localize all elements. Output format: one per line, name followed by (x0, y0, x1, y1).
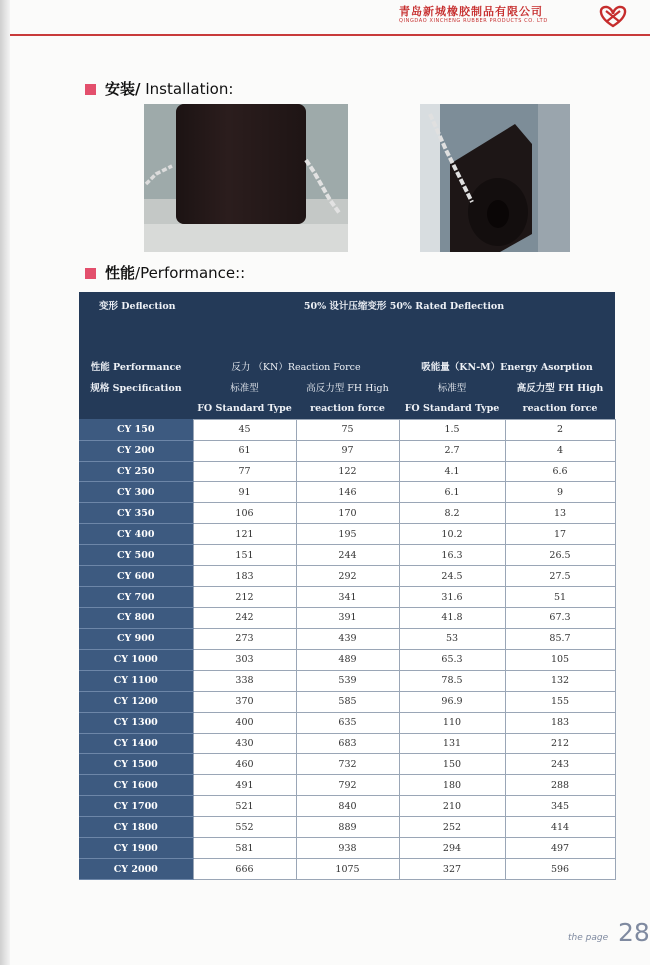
section-bullet (85, 268, 96, 279)
page-label: the page (568, 933, 609, 943)
ea-standard-cell: 31.6 (399, 587, 505, 608)
table-row (79, 838, 615, 859)
rf-high-cell: 146 (296, 482, 399, 503)
specification-header-row (79, 376, 615, 398)
page-number: 28 (618, 918, 650, 947)
table-row (79, 524, 615, 545)
rf-standard-header-en: FO Standard Type (193, 398, 296, 419)
rf-standard-cell: 121 (193, 524, 296, 545)
rf-standard-header-cn: 标准型 (193, 376, 296, 398)
ea-high-cell: 17 (505, 524, 615, 545)
type-header-row (79, 398, 615, 419)
ea-high-cell: 155 (505, 691, 615, 712)
installation-photo-chain-view (420, 104, 570, 252)
spec-cell: CY 600 (79, 566, 193, 587)
ea-standard-cell: 2.7 (399, 440, 505, 461)
rf-standard-cell: 338 (193, 670, 296, 691)
spec-cell: CY 1600 (79, 775, 193, 796)
rf-high-cell: 1075 (296, 859, 399, 880)
rf-standard-cell: 400 (193, 712, 296, 733)
rf-standard-cell: 521 (193, 796, 296, 817)
performance-table (79, 292, 616, 880)
ea-high-cell: 26.5 (505, 545, 615, 566)
rf-standard-cell: 242 (193, 607, 296, 628)
ea-standard-cell: 4.1 (399, 461, 505, 482)
installation-heading (85, 78, 233, 99)
table-row (79, 440, 615, 461)
ea-high-cell: 183 (505, 712, 615, 733)
spec-cell: CY 1500 (79, 754, 193, 775)
rf-high-cell: 244 (296, 545, 399, 566)
ea-standard-header-cn: 标准型 (399, 376, 505, 398)
rf-high-cell: 341 (296, 587, 399, 608)
rf-standard-cell: 273 (193, 628, 296, 649)
ea-high-cell: 85.7 (505, 628, 615, 649)
rf-high-cell: 122 (296, 461, 399, 482)
type-header-spacer (79, 398, 193, 419)
rf-high-header-en: reaction force (296, 398, 399, 419)
table-row (79, 796, 615, 817)
performance-heading-cn: 性能 (105, 264, 136, 282)
rf-high-cell: 170 (296, 503, 399, 524)
table-row (79, 691, 615, 712)
ea-standard-cell: 53 (399, 628, 505, 649)
spec-cell: CY 1700 (79, 796, 193, 817)
performance-header-row (79, 356, 615, 376)
ea-high-cell: 288 (505, 775, 615, 796)
spec-cell: CY 1300 (79, 712, 193, 733)
rf-high-cell: 889 (296, 817, 399, 838)
table-row (79, 419, 615, 440)
table-row (79, 461, 615, 482)
table-row (79, 545, 615, 566)
ea-standard-cell: 8.2 (399, 503, 505, 524)
spec-cell: CY 2000 (79, 859, 193, 880)
header-divider (10, 34, 650, 36)
spec-cell: CY 1000 (79, 649, 193, 670)
spec-cell: CY 1200 (79, 691, 193, 712)
rf-high-cell: 840 (296, 796, 399, 817)
rf-standard-cell: 303 (193, 649, 296, 670)
ea-high-header-cn: 高反力型 FH High (505, 376, 615, 398)
ea-standard-cell: 1.5 (399, 419, 505, 440)
spec-cell: CY 1100 (79, 670, 193, 691)
rf-standard-cell: 151 (193, 545, 296, 566)
deflection-label: 变形 Deflection (79, 292, 193, 356)
ea-standard-cell: 10.2 (399, 524, 505, 545)
ea-standard-cell: 6.1 (399, 482, 505, 503)
rf-high-cell: 732 (296, 754, 399, 775)
table-row (79, 628, 615, 649)
performance-heading (85, 262, 245, 283)
rf-high-cell: 292 (296, 566, 399, 587)
spec-cell: CY 400 (79, 524, 193, 545)
ea-high-cell: 212 (505, 733, 615, 754)
ea-high-cell: 27.5 (505, 566, 615, 587)
rf-high-cell: 938 (296, 838, 399, 859)
rf-standard-cell: 77 (193, 461, 296, 482)
ea-standard-header-en: FO Standard Type (399, 398, 505, 419)
company-name-cn: 青岛新城橡胶制品有限公司 (399, 5, 543, 18)
ea-standard-cell: 210 (399, 796, 505, 817)
rf-standard-cell: 666 (193, 859, 296, 880)
rf-standard-cell: 45 (193, 419, 296, 440)
table-row (79, 649, 615, 670)
company-logo-icon (593, 3, 633, 29)
rf-high-cell: 489 (296, 649, 399, 670)
table-row (79, 566, 615, 587)
performance-heading-en: /Performance:: (135, 264, 246, 282)
spec-cell: CY 800 (79, 607, 193, 628)
ea-high-cell: 2 (505, 419, 615, 440)
ea-standard-cell: 110 (399, 712, 505, 733)
ea-high-header-en: reaction force (505, 398, 615, 419)
table-row (79, 859, 615, 880)
ea-high-cell: 13 (505, 503, 615, 524)
spec-cell: CY 1400 (79, 733, 193, 754)
table-row (79, 775, 615, 796)
spec-cell: CY 900 (79, 628, 193, 649)
performance-label: 性能 Performance (79, 356, 193, 376)
ea-standard-cell: 131 (399, 733, 505, 754)
rf-high-cell: 683 (296, 733, 399, 754)
rf-standard-cell: 61 (193, 440, 296, 461)
table-row (79, 670, 615, 691)
rf-high-cell: 97 (296, 440, 399, 461)
rf-high-cell: 539 (296, 670, 399, 691)
rf-standard-cell: 91 (193, 482, 296, 503)
ea-standard-cell: 41.8 (399, 607, 505, 628)
table-row (79, 607, 615, 628)
ea-high-cell: 243 (505, 754, 615, 775)
spec-cell: CY 1800 (79, 817, 193, 838)
ea-high-cell: 4 (505, 440, 615, 461)
table-row (79, 712, 615, 733)
table-row (79, 754, 615, 775)
reaction-force-header: 反力 （KN）Reaction Force (193, 356, 399, 376)
ea-standard-cell: 150 (399, 754, 505, 775)
spec-cell: CY 350 (79, 503, 193, 524)
rf-standard-cell: 183 (193, 566, 296, 587)
spec-cell: CY 700 (79, 587, 193, 608)
ea-high-cell: 497 (505, 838, 615, 859)
rf-standard-cell: 552 (193, 817, 296, 838)
spec-cell: CY 150 (79, 419, 193, 440)
rf-standard-cell: 106 (193, 503, 296, 524)
rf-standard-cell: 460 (193, 754, 296, 775)
rf-standard-cell: 581 (193, 838, 296, 859)
rf-high-cell: 585 (296, 691, 399, 712)
ea-standard-cell: 327 (399, 859, 505, 880)
rf-standard-cell: 491 (193, 775, 296, 796)
deflection-value: 50% 设计压缩变形 50% Rated Deflection (193, 292, 615, 356)
table-row (79, 482, 615, 503)
table-row (79, 503, 615, 524)
rf-standard-cell: 430 (193, 733, 296, 754)
rf-standard-cell: 370 (193, 691, 296, 712)
installation-heading-cn: 安装/ (105, 80, 141, 98)
ea-high-cell: 6.6 (505, 461, 615, 482)
rf-high-cell: 195 (296, 524, 399, 545)
ea-standard-cell: 294 (399, 838, 505, 859)
ea-standard-cell: 24.5 (399, 566, 505, 587)
section-bullet (85, 84, 96, 95)
ea-standard-cell: 252 (399, 817, 505, 838)
ea-high-cell: 9 (505, 482, 615, 503)
page-binding-shadow (0, 0, 10, 965)
rf-high-header-cn: 高反力型 FH High (296, 376, 399, 398)
table-row (79, 733, 615, 754)
deflection-row (79, 292, 615, 356)
ea-high-cell: 132 (505, 670, 615, 691)
spec-cell: CY 250 (79, 461, 193, 482)
rf-high-cell: 439 (296, 628, 399, 649)
ea-high-cell: 67.3 (505, 607, 615, 628)
ea-high-cell: 51 (505, 587, 615, 608)
spec-cell: CY 200 (79, 440, 193, 461)
table-row (79, 817, 615, 838)
rf-high-cell: 635 (296, 712, 399, 733)
installation-photo-side-view (144, 104, 348, 252)
rf-high-cell: 792 (296, 775, 399, 796)
spec-cell: CY 1900 (79, 838, 193, 859)
energy-absorption-header: 吸能量（KN-M）Energy Asorption (399, 356, 615, 376)
spec-cell: CY 300 (79, 482, 193, 503)
ea-standard-cell: 78.5 (399, 670, 505, 691)
ea-high-cell: 596 (505, 859, 615, 880)
specification-label: 规格 Specification (79, 376, 193, 398)
ea-standard-cell: 65.3 (399, 649, 505, 670)
rf-high-cell: 75 (296, 419, 399, 440)
ea-standard-cell: 16.3 (399, 545, 505, 566)
table-row (79, 587, 615, 608)
ea-high-cell: 345 (505, 796, 615, 817)
rf-high-cell: 391 (296, 607, 399, 628)
ea-standard-cell: 180 (399, 775, 505, 796)
ea-high-cell: 414 (505, 817, 615, 838)
installation-heading-en: Installation: (140, 80, 234, 98)
spec-cell: CY 500 (79, 545, 193, 566)
rf-standard-cell: 212 (193, 587, 296, 608)
company-name-en: QINGDAO XINCHENG RUBBER PRODUCTS CO. LTD (399, 18, 548, 24)
ea-standard-cell: 96.9 (399, 691, 505, 712)
ea-high-cell: 105 (505, 649, 615, 670)
